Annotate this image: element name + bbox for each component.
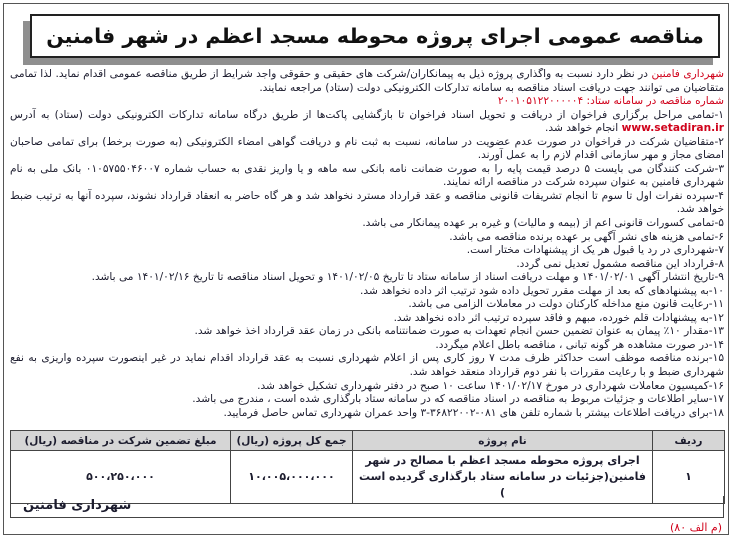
clause-number: ۱۸- xyxy=(708,406,724,419)
cell-guarantee: ۵۰۰،۲۵۰،۰۰۰ xyxy=(11,451,231,504)
clause-text: در صورت مشاهده هر گونه تبانی ، مناقصه باطل اعلام میگردد. xyxy=(435,338,709,351)
clause-text: به پیشنهادهای که بعد از مهلت مقرر تحویل داده شود ترتیب اثر داده نخواهد شد. xyxy=(360,284,709,297)
clause-text: برای دریافت اطلاعات بیشتر با شماره تلفن های ۰۸۱-۳۶۸۲۲۰۰۲-۳ واحد عمران شهرداری تماس حاصل فرمایید. xyxy=(223,406,709,419)
clause-12 xyxy=(10,312,724,326)
column-header-total: جمع کل پروژه (ریال) xyxy=(231,431,353,451)
clause-text: قرارداد این مناقصه مشمول تعدیل نمی گردد. xyxy=(516,257,715,270)
clause-text: شهرداری در رد یا قبول هر یک از پیشنهادات مختار است. xyxy=(466,244,715,257)
clause-text-after: انجام خواهد شد. xyxy=(545,122,619,135)
clause-number: ۱۳- xyxy=(708,325,724,338)
clause-number: ۱۶- xyxy=(708,379,724,392)
clause-15 xyxy=(10,352,724,379)
clause-number: ۱۷- xyxy=(708,393,724,406)
cell-row-number: ۱ xyxy=(653,451,725,504)
title-box xyxy=(30,14,720,58)
clause-text: متقاضیان شرکت در فراخوان در صورت عدم عضویت در سامانه، نسبت به ثبت نام و دریافت گواهی امضاء الکترونیکی (به صورت برخط) برای تمامی صاحبان امضای مجاز و مهر سازمانی اقدام لازم را به عمل آورند. xyxy=(10,135,724,162)
clause-5 xyxy=(10,217,724,231)
clause-text: رعایت قانون منع مداخله کارکنان دولت در معاملات الزامی می باشد. xyxy=(408,298,709,311)
clause-text: تاریخ انتشار آگهی ۱۴۰۱/۰۲/۰۱ و مهلت دریافت اسناد از سامانه ستاد تا تاریخ ۱۴۰۱/۰۲/۰۵ و تحویل اسناد مناقصه تا تاریخ ۱۴۰۱/۰۲/۱۶ می باشد. xyxy=(91,271,715,284)
clause-6 xyxy=(10,231,724,245)
clause-number: ۱۲- xyxy=(708,311,724,324)
clause-text: تمامی مراحل برگزاری فراخوان از دریافت و تحویل اسناد فراخوان تا بازگشایی پاکت‌ها از طریق درگاه سامانه تدارکات الکترونیکی دولت (ستاد) به آدرس xyxy=(10,108,715,121)
clause-number: ۱۵- xyxy=(708,352,724,365)
clause-13 xyxy=(10,325,724,339)
clause-number: ۱- xyxy=(714,108,724,121)
setad-website-link[interactable]: www.setadiran.ir xyxy=(621,122,724,135)
clause-number: ۶- xyxy=(714,230,724,243)
column-header-row-number: ردیف xyxy=(653,431,725,451)
clause-16 xyxy=(10,380,724,394)
clause-number: ۱۰- xyxy=(708,284,724,297)
intro-paragraph xyxy=(10,68,724,95)
page-title: مناقصه عمومی اجرای پروژه محوطه مسجد اعظم در شهر فامنین xyxy=(46,24,704,48)
clause-11 xyxy=(10,298,724,312)
ad-code: (م الف ۸۰) xyxy=(669,521,722,534)
clause-number: ۱۱- xyxy=(708,298,724,311)
clause-number: ۳- xyxy=(714,162,724,175)
clause-text: تمامی کسورات قانونی اعم از (بیمه و مالیات) و غیره بر عهده پیمانکار می باشد. xyxy=(362,217,715,230)
project-table xyxy=(10,430,725,504)
clause-number: ۵- xyxy=(714,217,724,230)
clause-number: ۹- xyxy=(714,271,724,284)
tender-number xyxy=(10,95,724,109)
clause-8 xyxy=(10,258,724,272)
signature-row xyxy=(10,496,724,518)
organization-name: شهرداری فامنین xyxy=(651,68,724,80)
signature: شهرداری فامنین xyxy=(23,498,132,513)
cell-project-name: اجرای پروژه محوطه مسجد اعظم با مصالح در شهر فامنین(جزئیات در سامانه ستاد بارگذاری گردیده است ) xyxy=(353,451,653,504)
intro-text: در نظر دارد نسبت به واگذاری پروژه ذیل به پیمانکاران/شرکت های حقیقی و حقوقی واجد شرایط از طریق مناقصه عمومی اقدام نماید. لذا تمامی متقاضیان می توانند جهت دریافت اسناد مناقصه به سامانه تدارکات الکترونیکی دولت (ستاد) مراجعه نمایند. xyxy=(10,68,724,94)
tender-number-value: ۲۰۰۱۰۵۱۲۲۰۰۰۰۰۴ xyxy=(497,95,584,108)
clause-number: ۷- xyxy=(714,244,724,257)
clause-2 xyxy=(10,136,724,163)
clause-number: ۲- xyxy=(714,135,724,148)
cell-total: ۱۰،۰۰۵،۰۰۰،۰۰۰ xyxy=(231,451,353,504)
clause-7 xyxy=(10,244,724,258)
column-header-guarantee: مبلغ تضمین شرکت در مناقصه (ریال) xyxy=(11,431,231,451)
clause-text: تمامی هزینه های نشر آگهی بر عهده برنده مناقصه می باشد. xyxy=(449,230,715,243)
clause-text: به پیشنهادات قلم خورده، مبهم و فاقد سپرده ترتیب اثر داده نخواهد شد. xyxy=(393,311,709,324)
clause-4 xyxy=(10,190,724,217)
clause-text: برنده مناقصه موظف است حداکثر ظرف مدت ۷ روز کاری پس از اعلام شهرداری نسبت به عقد قرارداد اقدام نماید در غیر اینصورت سپرده واریزی به نفع شهرداری ضبط و با رعایت مقررات با نفر دوم قرارداد منعقد خواهد شد. xyxy=(10,352,724,379)
column-header-project-name: نام پروژه xyxy=(353,431,653,451)
clause-9 xyxy=(10,271,724,285)
clause-14 xyxy=(10,339,724,353)
clause-number: ۸- xyxy=(714,257,724,270)
clause-text: مقدار ۱۰٪ پیمان به عنوان تضمین حسن انجام تعهدات به صورت ضمانتنامه بانکی در زمان عقد قرارداد اخذ خواهد شد. xyxy=(194,325,709,338)
clause-3 xyxy=(10,163,724,190)
clause-text: سایر اطلاعات و جزئیات مربوط به مناقصه در اسناد مناقصه که در سامانه ستاد بارگذاری شده است ، مندرج می باشد. xyxy=(192,393,709,406)
clause-number: ۱۴- xyxy=(708,338,724,351)
clause-17 xyxy=(10,393,724,407)
clause-text: سپرده نفرات اول تا سوم تا انجام تشریفات قانونی مناقصه و عقد قرارداد مسترد نخواهد شد و هر گاه حاضر به انعقاد قرارداد نشوند، سپرده آنها به ترتیب ضبط خواهد شد. xyxy=(10,189,724,216)
clause-18 xyxy=(10,407,724,421)
clause-1 xyxy=(10,109,724,136)
clause-10 xyxy=(10,285,724,299)
clause-number: ۴- xyxy=(714,189,724,202)
tender-body xyxy=(10,68,724,426)
clause-text: کمیسیون معاملات شهرداری در مورخ ۱۴۰۱/۰۲/۱۷ ساعت ۱۰ صبح در دفتر شهرداری تشکیل خواهد شد. xyxy=(257,379,709,392)
tender-number-label: شماره مناقصه در سامانه ستاد: xyxy=(586,95,724,108)
clause-text: شرکت کنندگان می بایست ۵ درصد قیمت پایه را به صورت ضمانت نامه بانکی سه ماهه و یا واریز نقدی به حساب شماره ۰۱۰۵۷۵۵۰۴۶۰۰۷ بانک ملی به نام شهرداری فامنین به عنوان سپرده شرکت در مناقصه ارائه نمایند. xyxy=(10,162,724,189)
table-header-row xyxy=(11,431,725,451)
